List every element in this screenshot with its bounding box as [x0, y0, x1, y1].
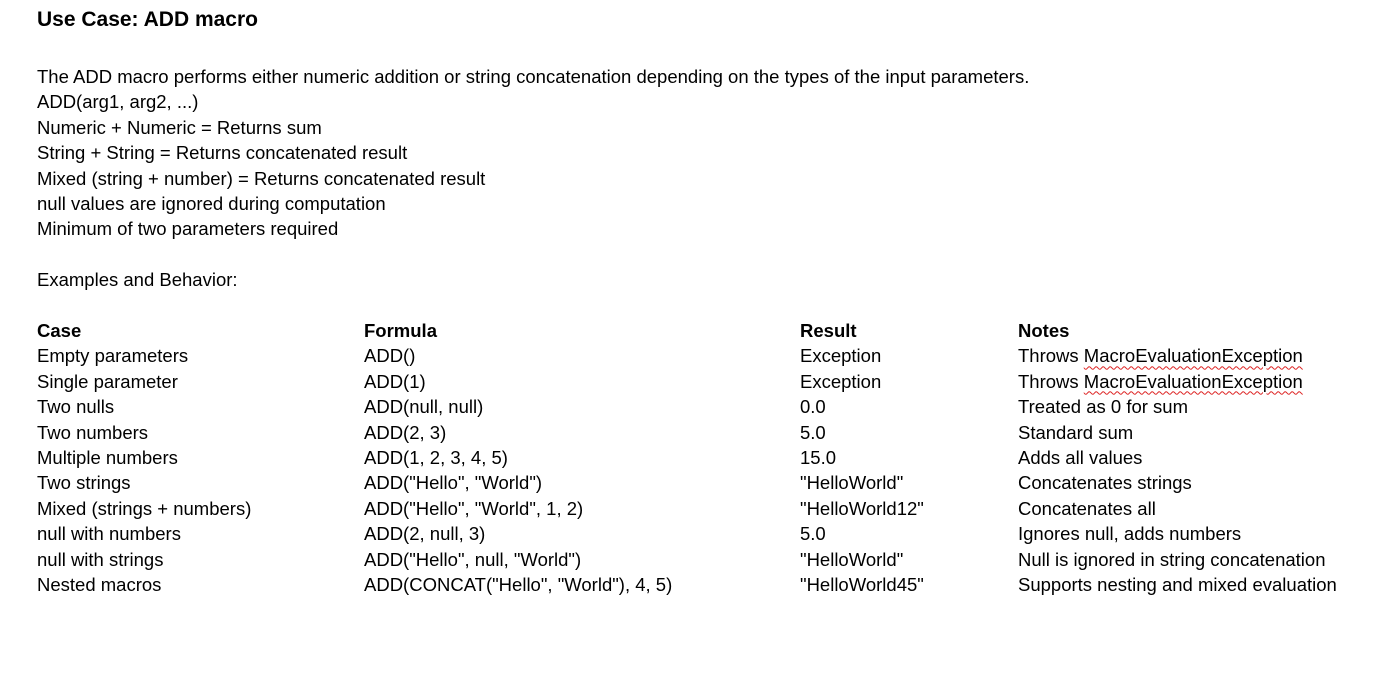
cell-result: "HelloWorld"	[800, 472, 904, 494]
notes-text: Standard sum	[1018, 421, 1134, 443]
description-rule-string: String + String = Returns concatenated result	[37, 142, 408, 164]
description-intro: The ADD macro performs either numeric addition or string concatenation depending on the types of the input parameters.	[37, 66, 1030, 87]
notes-prefix: Throws	[1018, 370, 1084, 392]
cell-notes	[1018, 343, 1378, 368]
spacer	[37, 242, 1387, 267]
cell-case: Multiple numbers	[37, 446, 178, 468]
table-row	[37, 547, 1378, 572]
notes-text: Supports nesting and mixed evaluation	[1018, 573, 1337, 595]
spacer	[37, 34, 1387, 64]
cell-notes	[1018, 521, 1378, 546]
examples-table	[37, 318, 1378, 597]
cell-result: 15.0	[800, 446, 837, 468]
cell-case: Two nulls	[37, 396, 115, 418]
cell-result: 5.0	[800, 523, 826, 545]
document-body	[37, 6, 1387, 597]
description-rule-null: null values are ignored during computation	[37, 192, 386, 214]
cell-formula: ADD(2, 3)	[364, 421, 447, 443]
cell-notes	[1018, 547, 1378, 572]
table-row	[37, 470, 1378, 495]
examples-heading: Examples and Behavior:	[37, 269, 238, 291]
notes-prefix: Throws	[1018, 345, 1084, 367]
description-rule-minimum: Minimum of two parameters required	[37, 218, 339, 240]
table-row	[37, 445, 1378, 470]
table-body	[37, 343, 1378, 597]
cell-result: "HelloWorld"	[800, 548, 904, 570]
cell-formula: ADD(2, null, 3)	[364, 523, 486, 545]
notes-text: MacroEvaluationException	[1083, 345, 1303, 367]
description-signature: ADD(arg1, arg2, ...)	[37, 91, 199, 113]
cell-notes	[1018, 420, 1378, 445]
table-row	[37, 343, 1378, 368]
cell-formula: ADD()	[364, 345, 416, 367]
cell-result: Exception	[800, 370, 882, 392]
notes-text: Null is ignored in string concatenation	[1018, 548, 1326, 570]
notes-text: Adds all values	[1018, 446, 1143, 468]
header-case: Case	[37, 319, 82, 341]
description-rule-mixed: Mixed (string + number) = Returns concatenated result	[37, 167, 486, 189]
cell-formula: ADD(null, null)	[364, 396, 484, 418]
cell-notes	[1018, 369, 1378, 394]
header-notes: Notes	[1018, 319, 1070, 341]
cell-result: Exception	[800, 345, 882, 367]
table-row	[37, 496, 1378, 521]
cell-notes	[1018, 572, 1378, 597]
header-formula: Formula	[364, 319, 437, 341]
notes-text: Concatenates strings	[1018, 472, 1192, 494]
table-row	[37, 521, 1378, 546]
table-row	[37, 572, 1378, 597]
cell-notes	[1018, 445, 1378, 470]
cell-formula: ADD("Hello", null, "World")	[364, 548, 582, 570]
cell-case: Single parameter	[37, 370, 178, 392]
cell-notes	[1018, 470, 1378, 495]
cell-case: Empty parameters	[37, 345, 189, 367]
cell-formula: ADD(1, 2, 3, 4, 5)	[364, 446, 508, 468]
spacer	[37, 293, 1387, 318]
cell-notes	[1018, 394, 1378, 419]
notes-text: Treated as 0 for sum	[1018, 396, 1188, 418]
header-result: Result	[800, 319, 857, 341]
notes-text: MacroEvaluationException	[1083, 370, 1303, 392]
cell-result: 0.0	[800, 396, 826, 418]
notes-text: Ignores null, adds numbers	[1018, 523, 1242, 545]
cell-case: Two numbers	[37, 421, 149, 443]
cell-case: null with strings	[37, 548, 164, 570]
cell-formula: ADD("Hello", "World", 1, 2)	[364, 497, 584, 519]
table-row	[37, 394, 1378, 419]
cell-case: null with numbers	[37, 523, 181, 545]
cell-result: "HelloWorld12"	[800, 497, 924, 519]
cell-formula: ADD(1)	[364, 370, 426, 392]
table-row	[37, 420, 1378, 445]
cell-case: Mixed (strings + numbers)	[37, 497, 252, 519]
cell-notes	[1018, 496, 1378, 521]
cell-result: 5.0	[800, 421, 826, 443]
cell-formula: ADD("Hello", "World")	[364, 472, 543, 494]
page-title: Use Case: ADD macro	[37, 8, 258, 31]
table-row	[37, 369, 1378, 394]
cell-case: Nested macros	[37, 573, 162, 595]
cell-case: Two strings	[37, 472, 131, 494]
description-rule-numeric: Numeric + Numeric = Returns sum	[37, 116, 322, 138]
notes-text: Concatenates all	[1018, 497, 1156, 519]
cell-formula: ADD(CONCAT("Hello", "World"), 4, 5)	[364, 573, 673, 595]
table-header-row	[37, 318, 1378, 343]
cell-result: "HelloWorld45"	[800, 573, 924, 595]
